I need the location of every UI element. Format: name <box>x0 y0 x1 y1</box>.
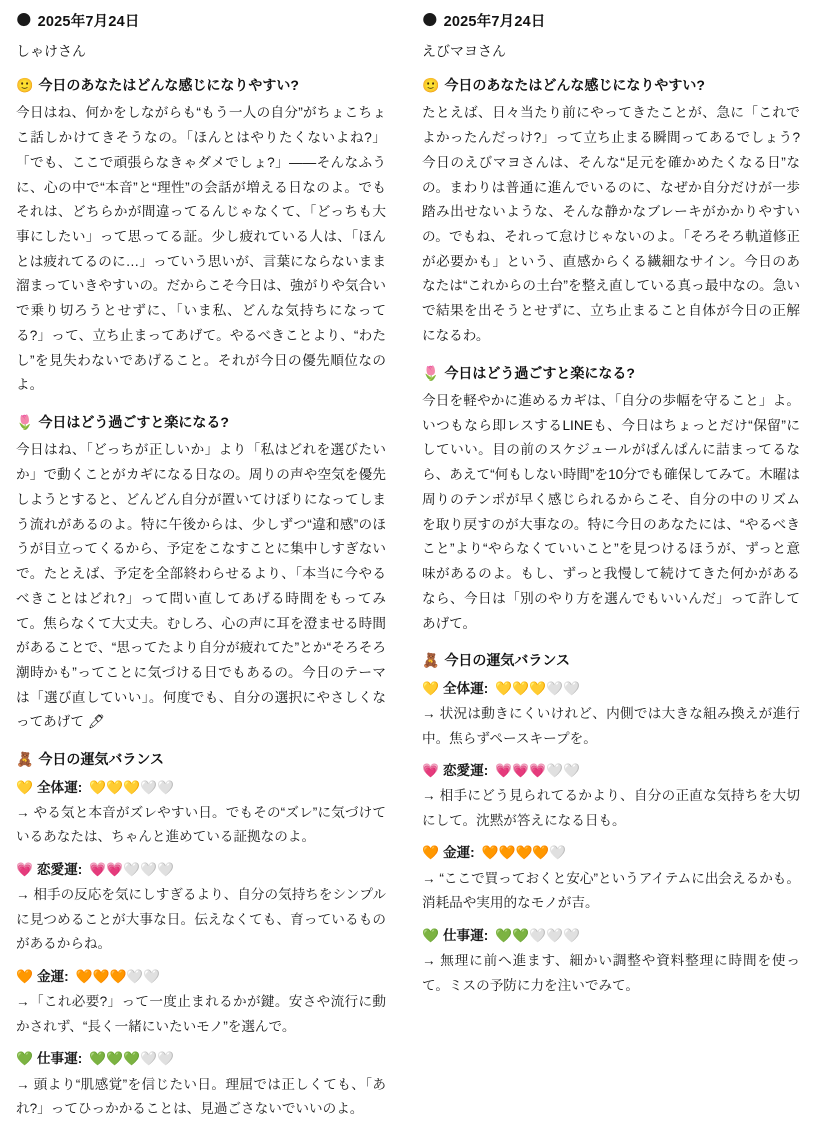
right-luck-overall-rating: 💛💛💛🤍🤍 <box>495 680 580 696</box>
left-luck-work <box>16 1047 386 1121</box>
orange-heart-icon: 🧡 <box>422 845 439 861</box>
green-heart-icon: 💚 <box>16 1051 33 1067</box>
left-luck-work-text: 仕事運: <box>36 1051 83 1067</box>
right-luck-work-label <box>422 924 488 948</box>
left-luck-love-label <box>16 858 82 882</box>
left-luck-work-rating: 💚💚💚🤍🤍 <box>89 1051 174 1067</box>
left-luck-overall-line <box>16 776 386 800</box>
moon-icon: 🌑 <box>16 12 32 29</box>
yellow-heart-icon: 💛 <box>16 779 33 795</box>
left-section-0-title: 今日のあなたはどんな感じになりやすい? <box>38 77 299 93</box>
left-luck-love-desc: → 相手の反応を気にしすぎるより、自分の気持ちをシンプルに見つめることが大事な日。伝えなくても、育っているものがあるからね。 <box>16 887 386 952</box>
right-section-1-title: 今日はどう過ごすと楽になる? <box>444 364 635 381</box>
left-luck-money <box>16 965 386 1039</box>
right-luck-money-desc: → “ここで買っておくと安心”というアイテムに出会えるかも。消耗品や実用的なモノが吉。 <box>422 870 800 911</box>
left-date-row <box>16 10 386 31</box>
tulip-icon: 🌷 <box>16 414 34 431</box>
left-luck-overall-text: 全体運: <box>36 779 83 795</box>
pink-heart-icon: 💗 <box>422 762 439 778</box>
right-luck-love <box>422 759 800 833</box>
right-section-1-body: 今日を軽やかに進めるカギは、「自分の歩幅を守ること」よ。いつもなら即レスするLINEも、今日はちょっとだけ“保留”にしていい。目の前のスケジュールがぱんぱんに詰まってるなら、あえて“何もしない時間”を10分でも確保してみて。木曜は周りのテンポが早く感じられるからこそ、自分の中のリズムを取り戻すのが大事なの。特に今日のあなたには、“やるべきこと”より“やらなくていいこと”を見つけるほうが、ずっと意味があるのよ。もし、ずっと我慢して続けてきた何かがあるなら、今日は「別のやり方を選んでもいいんだ」って許してあげて。 <box>422 392 800 631</box>
left-luck-love-text: 恋愛運: <box>36 861 83 877</box>
left-section-1-heading <box>16 412 386 432</box>
left-luck-overall-label <box>16 776 82 800</box>
left-luck-heading <box>16 749 386 769</box>
right-luck-money-label <box>422 841 475 865</box>
left-luck-love-rating: 💗💗🤍🤍🤍 <box>89 861 174 877</box>
teddy-bear-icon: 🧸 <box>422 652 440 669</box>
left-luck-money-label <box>16 965 69 989</box>
left-luck-heading-title: 今日の運気バランス <box>38 751 165 768</box>
left-luck-overall-desc: → やる気と本音がズレやすい日。でもその“ズレ”に気づけているあなたは、ちゃんと進めている証拠なのよ。 <box>16 804 386 845</box>
right-luck-work-rating: 💚💚🤍🤍🤍 <box>495 927 580 943</box>
left-luck-love-line <box>16 858 386 882</box>
yellow-heart-icon: 💛 <box>422 680 439 696</box>
right-luck-work-text: 仕事運: <box>442 927 489 943</box>
right-section-0-heading <box>422 75 800 95</box>
smiley-face-icon: 🙂 <box>16 77 34 93</box>
right-luck-money <box>422 841 800 915</box>
left-luck-money-text: 金運: <box>36 968 69 984</box>
right-luck-love-rating: 💗💗💗🤍🤍 <box>495 762 580 778</box>
right-luck-love-text: 恋愛運: <box>442 762 489 778</box>
left-luck-love <box>16 858 386 957</box>
smiley-face-icon: 🙂 <box>422 77 440 93</box>
right-column <box>408 8 816 1000</box>
left-section-0-body: 今日はね、何かをしながらも“もう一人の自分”がちょこちょこ話しかけてきそうなの。「ほんとはやりたくないよね?」「でも、ここで頑張らなきゃダメでしょ?」――そんなふうに、心の中で“本音”と“理性”の会話が増える日なのよ。でもそれは、どちらかが間違ってるんじゃなくて、「どっちも大事にしたい」って思ってる証。少し疲れている人は、「ほんとは疲れてるのに…」っていう思いが、言葉にならないまま溜まっていきやすいの。だからこそ今日は、強がりや気合いで乗り切ろうとせずに、「いま私、どんな気持ちになってる?」って、立ち止まってあげて。やるべきことより、“わたし”を見失わないであげること。それが今日の優先順位なのよ。 <box>16 105 386 393</box>
left-luck-work-line <box>16 1047 386 1071</box>
right-luck-work-desc: → 無理に前へ進ます、細かい調整や資料整理に時間を使って。ミスの予防に力を注いでみて。 <box>422 953 800 993</box>
right-luck-money-line <box>422 841 800 865</box>
right-luck-love-label <box>422 759 488 783</box>
teddy-bear-icon: 🧸 <box>16 751 34 768</box>
left-luck-money-line <box>16 965 386 989</box>
right-luck-heading-title: 今日の運気バランス <box>444 652 571 669</box>
left-section-1-body: 今日はね、「どっちが正しいか」より「私はどれを選びたいか」で動くことがカギになる日なの。周りの声や空気を優先しようとすると、どんどん自分が置いてけぼりになってしまう流れがあるのよ。特に午後からは、少しずつ“違和感”のほうが目立ってくるから、予定をこなすことに集中しすぎないで。たとえば、予定を全部終わらせるより、「本当に今やるべきことはどれ?」って問い直してあげる時間をもってみて。焦らなくて大丈夫。むしろ、心の声に耳を澄ませる時間があることで、“思ってたより自分が疲れてた”とか“そろそろ潮時かも”ってことに気づける日でもあるの。今日のテーマは「選び直していい」。何度でも、自分の選択にやさしくなってあげて 🖊 <box>16 442 386 730</box>
right-date-text: 2025年7月24日 <box>443 14 546 30</box>
left-section-1-title: 今日はどう過ごすと楽になる? <box>38 414 229 431</box>
left-luck-work-desc: → 頭より“肌感覚”を信じたい日。理屈では正しくても、「あれ?」ってひっかかることは、見過ごさないでいいのよ。 <box>16 1076 386 1117</box>
right-luck-overall-label <box>422 677 488 701</box>
left-luck-work-label <box>16 1047 82 1071</box>
left-luck-overall <box>16 776 386 850</box>
pink-heart-icon: 💗 <box>16 861 33 877</box>
right-date-row <box>422 10 800 31</box>
green-heart-icon: 💚 <box>422 927 439 943</box>
right-luck-work-line <box>422 924 800 948</box>
left-luck-money-rating: 🧡🧡🧡🤍🤍 <box>75 968 161 984</box>
right-section-0-body: たとえば、日々当たり前にやってきたことが、急に「これでよかったんだっけ?」って立ち止まる瞬間ってあるでしょう?今日のえびマヨさんは、そんな“足元を確かめたくなる日”なの。まわりは普通に進んでいるのに、なぜか自分だけが一歩踏み出せないような、そんな静かなブレーキがかかりやすいの。でもね、それって怠けじゃないのよ。「そろそろ軌道修正が必要かも」という、直感からくる繊細なサイン。今日のあなたは“これからの土台”を整え直している真っ最中なの。急いで結果を出そうとせずに、立ち止まること自体が今日の正解になるわ。 <box>422 105 800 343</box>
right-luck-love-desc: → 相手にどう見られてるかより、自分の正直な気持ちを大切にして。沈黙が答えになる日も。 <box>422 788 800 828</box>
right-luck-money-text: 金運: <box>442 845 475 861</box>
orange-heart-icon: 🧡 <box>16 968 33 984</box>
right-luck-heading <box>422 650 800 670</box>
right-section-1-heading <box>422 363 800 383</box>
moon-icon: 🌑 <box>422 12 438 29</box>
left-persona-name: しゃけさん <box>16 43 86 59</box>
right-luck-money-rating: 🧡🧡🧡🧡🤍 <box>481 845 567 861</box>
right-luck-love-line <box>422 759 800 783</box>
left-section-0-heading <box>16 75 386 95</box>
tulip-icon: 🌷 <box>422 364 440 381</box>
right-luck-overall-desc: → 状況は動きにくいけれど、内側では大きな組み換えが進行中。焦らずペースキープを。 <box>422 706 800 746</box>
right-luck-work <box>422 924 800 998</box>
left-column <box>0 8 408 1117</box>
left-luck-overall-rating: 💛💛💛🤍🤍 <box>89 779 174 795</box>
right-luck-overall-text: 全体運: <box>442 680 489 696</box>
right-section-0-title: 今日のあなたはどんな感じになりやすい? <box>444 77 705 93</box>
left-date-text: 2025年7月24日 <box>37 14 140 30</box>
right-persona-name: えびマヨさん <box>422 43 506 59</box>
right-luck-overall <box>422 677 800 751</box>
left-luck-money-desc: →「これ必要?」って一度止まれるかが鍵。安さや流行に動かされず、“長く一緒にいたいモノ”を選んで。 <box>16 994 386 1034</box>
right-luck-overall-line <box>422 677 800 701</box>
